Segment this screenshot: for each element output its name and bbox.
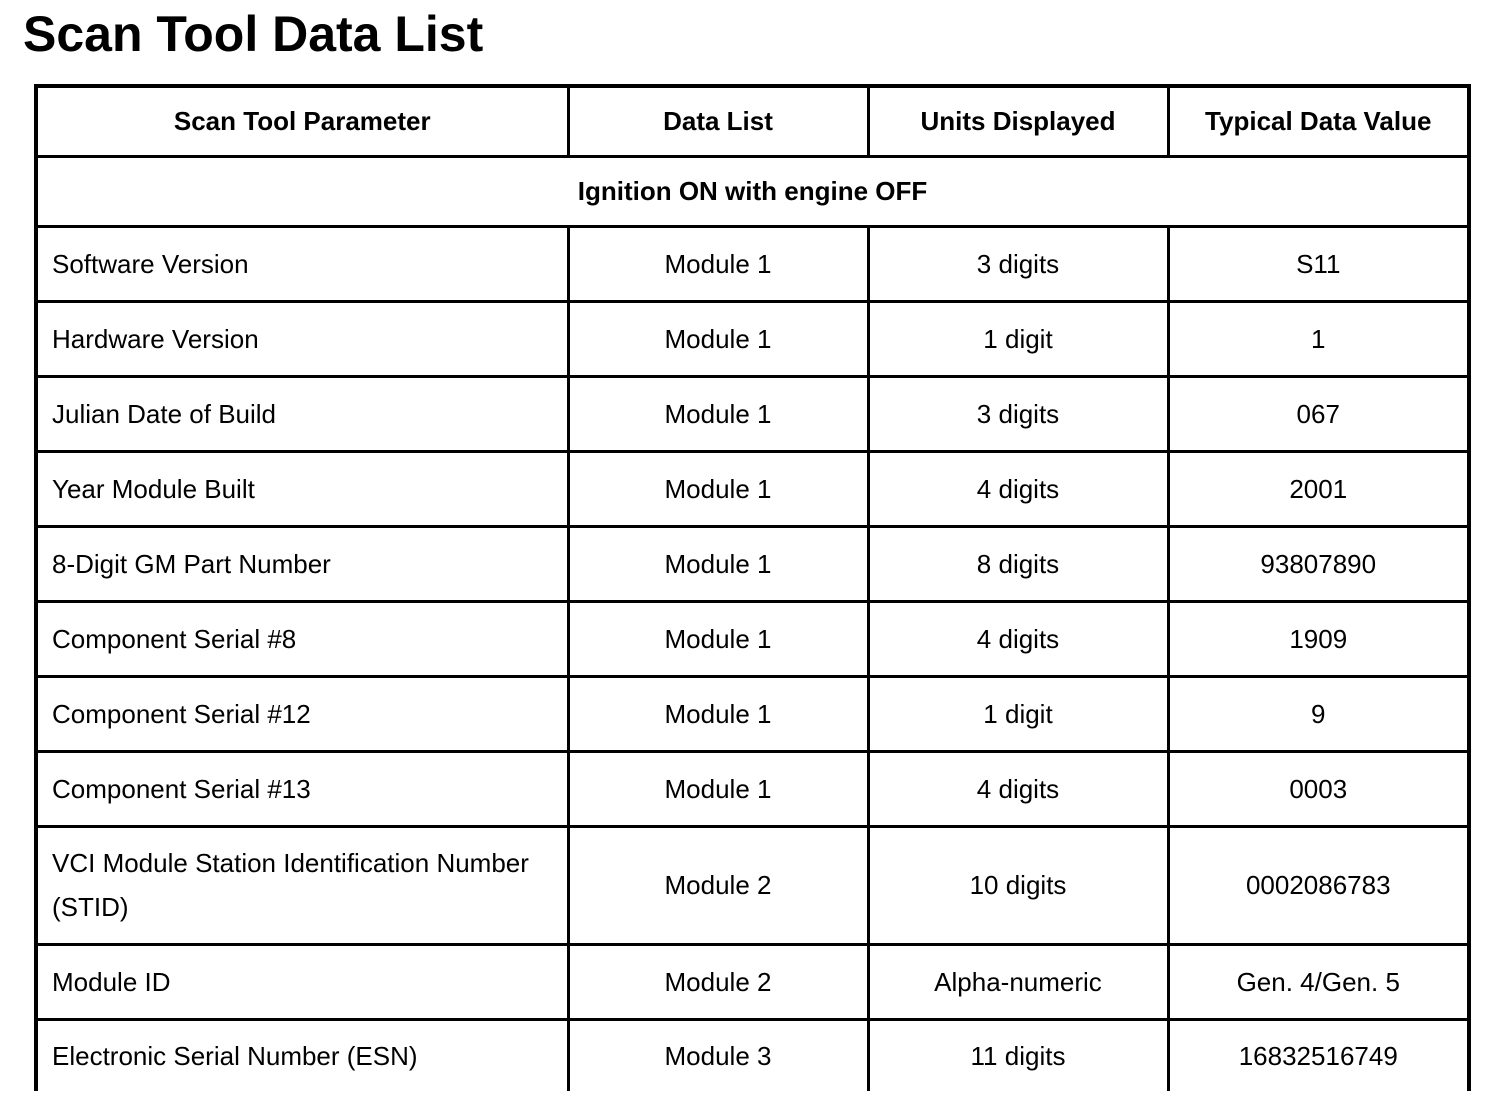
- header-data-list: Data List: [568, 86, 868, 156]
- header-typical-data-value: Typical Data Value: [1168, 86, 1469, 156]
- data-list-cell: Module 3: [568, 1019, 868, 1091]
- value-cell: S11: [1168, 226, 1469, 301]
- data-list-cell: Module 1: [568, 451, 868, 526]
- table-row: [36, 376, 1469, 451]
- units-cell: 4 digits: [868, 751, 1168, 826]
- value-cell: 1909: [1168, 601, 1469, 676]
- value-cell: 2001: [1168, 451, 1469, 526]
- data-list-cell: Module 1: [568, 751, 868, 826]
- table-row: [36, 226, 1469, 301]
- table-row: [36, 826, 1469, 944]
- value-cell: 1: [1168, 301, 1469, 376]
- units-cell: 10 digits: [868, 826, 1168, 944]
- units-cell: 4 digits: [868, 601, 1168, 676]
- scan-tool-data-table: [34, 84, 1471, 1091]
- table-row: [36, 676, 1469, 751]
- header-units-displayed: Units Displayed: [868, 86, 1168, 156]
- parameter-cell: VCI Module Station Identification Number (STID): [36, 826, 568, 944]
- value-cell: 93807890: [1168, 526, 1469, 601]
- parameter-cell: Component Serial #13: [36, 751, 568, 826]
- value-cell: Gen. 4/Gen. 5: [1168, 944, 1469, 1019]
- units-cell: 4 digits: [868, 451, 1168, 526]
- parameter-cell: Component Serial #8: [36, 601, 568, 676]
- parameter-cell: Hardware Version: [36, 301, 568, 376]
- data-list-cell: Module 2: [568, 944, 868, 1019]
- units-cell: 1 digit: [868, 301, 1168, 376]
- data-list-cell: Module 1: [568, 526, 868, 601]
- value-cell: 16832516749: [1168, 1019, 1469, 1091]
- parameter-cell: Electronic Serial Number (ESN): [36, 1019, 568, 1091]
- parameter-cell: Component Serial #12: [36, 676, 568, 751]
- table-row: [36, 944, 1469, 1019]
- value-cell: 067: [1168, 376, 1469, 451]
- value-cell: 0003: [1168, 751, 1469, 826]
- parameter-cell: Software Version: [36, 226, 568, 301]
- data-list-cell: Module 1: [568, 301, 868, 376]
- section-row: [36, 156, 1469, 226]
- units-cell: 3 digits: [868, 226, 1168, 301]
- data-list-cell: Module 2: [568, 826, 868, 944]
- table-row: [36, 751, 1469, 826]
- value-cell: 9: [1168, 676, 1469, 751]
- units-cell: 8 digits: [868, 526, 1168, 601]
- units-cell: 11 digits: [868, 1019, 1168, 1091]
- data-list-cell: Module 1: [568, 676, 868, 751]
- table-row: [36, 526, 1469, 601]
- section-label: Ignition ON with engine OFF: [36, 156, 1469, 226]
- data-list-cell: Module 1: [568, 601, 868, 676]
- parameter-cell: 8-Digit GM Part Number: [36, 526, 568, 601]
- data-list-cell: Module 1: [568, 376, 868, 451]
- table-row: [36, 301, 1469, 376]
- header-scan-tool-parameter: Scan Tool Parameter: [36, 86, 568, 156]
- value-cell: 0002086783: [1168, 826, 1469, 944]
- units-cell: 1 digit: [868, 676, 1168, 751]
- parameter-cell: Year Module Built: [36, 451, 568, 526]
- data-list-cell: Module 1: [568, 226, 868, 301]
- units-cell: 3 digits: [868, 376, 1168, 451]
- page-title: Scan Tool Data List: [23, 6, 484, 62]
- parameter-cell: Julian Date of Build: [36, 376, 568, 451]
- units-cell: Alpha-numeric: [868, 944, 1168, 1019]
- table-row: [36, 601, 1469, 676]
- table-row: [36, 1019, 1469, 1091]
- parameter-cell: Module ID: [36, 944, 568, 1019]
- table-row: [36, 451, 1469, 526]
- table-header-row: [36, 86, 1469, 156]
